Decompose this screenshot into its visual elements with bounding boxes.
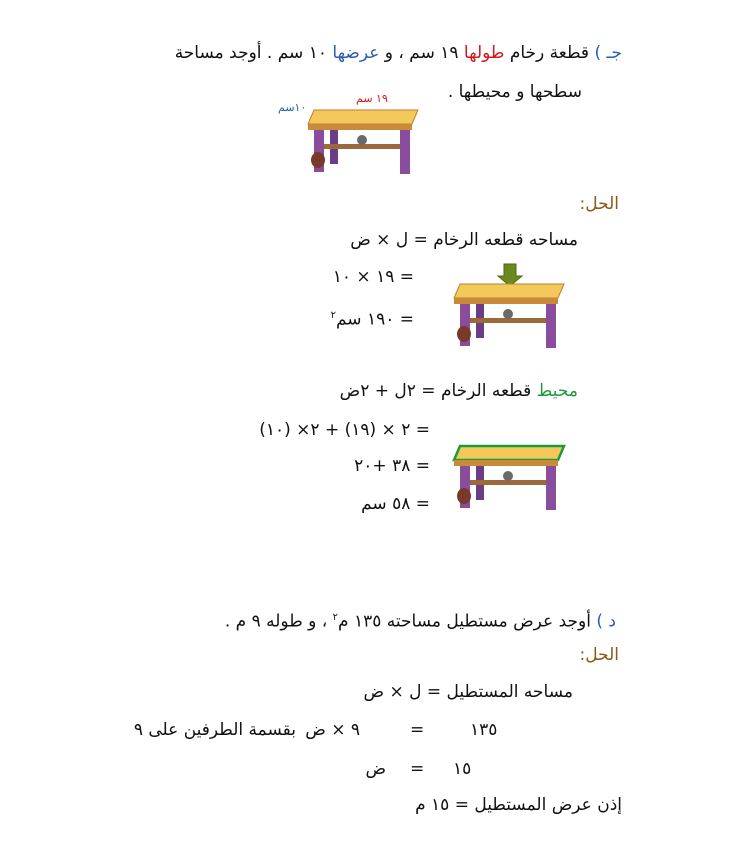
- marble-table-illustration: [300, 104, 420, 180]
- area-formula: مساحه قطعه الرخام = ل × ض: [350, 230, 578, 250]
- perimeter-formula: [340, 380, 578, 402]
- perimeter-step-2: = ٣٨ +٢٠: [354, 456, 430, 476]
- area-step-2-superscript: ٢: [330, 310, 336, 321]
- perimeter-step-1: = ٢ × (١٩) + ٢× (١٠): [259, 420, 430, 440]
- step1-left: ١٣٥: [470, 720, 498, 740]
- part-c-question-line1: [175, 42, 622, 64]
- step1-equals: =: [410, 720, 425, 740]
- part-d-marker: د ): [596, 611, 616, 632]
- fig-width-label: ١٠سم: [278, 101, 307, 114]
- q-text-b: ١٩ سم ، و: [384, 43, 459, 63]
- part-c-marker: جـ ): [594, 43, 622, 63]
- part-d-question: [225, 607, 616, 633]
- length-word: طولها: [463, 43, 505, 63]
- q-text-a: قطعة رخام: [509, 43, 590, 63]
- q-text-c: ١٠ سم . أوجد مساحة: [174, 43, 327, 63]
- perimeter-word: محيط: [536, 381, 578, 401]
- marble-table-area-illustration: [446, 262, 566, 352]
- part-c-solution-label: الحل:: [579, 194, 619, 214]
- perimeter-step-3: = ٥٨ سم: [361, 494, 430, 514]
- area-step-1: = ١٩ × ١٠: [332, 267, 414, 287]
- part-c-question-line2: سطحها و محيطها .: [447, 82, 582, 102]
- perimeter-formula-text: قطعه الرخام = ٢ل + ٢ض: [339, 381, 532, 401]
- marble-table-perimeter-illustration: [446, 440, 566, 516]
- area-step-2: [331, 305, 414, 331]
- step2-equals: =: [410, 759, 425, 779]
- part-d-question-a: أوجد عرض مستطيل مساحته ١٣٥ م: [338, 611, 591, 632]
- step2-right: ض: [365, 759, 386, 779]
- step1-note: بقسمة الطرفين على ٩: [133, 720, 296, 740]
- step1-right: ٩ × ض: [305, 720, 360, 740]
- area-step-2-text: = ١٩٠ سم: [335, 309, 414, 330]
- part-d-solution-label: الحل:: [579, 645, 619, 665]
- fig-length-label: ١٩ سم: [356, 92, 388, 105]
- part-d-superscript: ٢: [332, 612, 339, 623]
- conclusion: إذن عرض المستطيل = ١٥ م: [415, 795, 622, 815]
- rectangle-area-formula: مساحه المستطيل = ل × ض: [363, 682, 573, 702]
- width-word: عرضها: [332, 43, 380, 63]
- step2-left: ١٥: [453, 759, 472, 779]
- part-d-question-b: ، و طوله ٩ م .: [224, 611, 328, 632]
